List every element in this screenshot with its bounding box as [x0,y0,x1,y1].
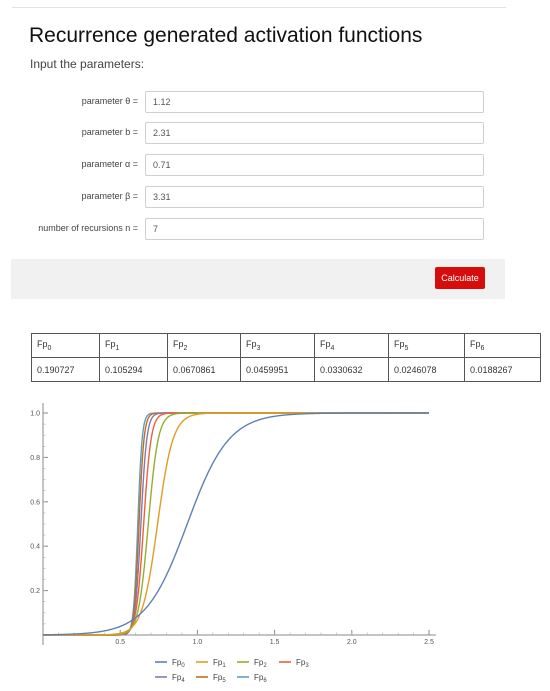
legend-label-fp4: $Fp_4$ [172,673,185,684]
param-recursions-input[interactable] [145,218,484,240]
value-fp0: 0.190727 [32,358,100,382]
param-alpha-input[interactable] [145,154,484,176]
y-tick-label: 0.4 [30,543,40,551]
header-fp3: $Fp_3$ [241,334,315,358]
x-tick-label: 0.5 [115,639,126,646]
series-line-fp6 [43,413,429,635]
series-line-fp0 [43,413,429,635]
param-b-label: parameter b = [81,127,138,137]
header-fp6: $Fp_6$ [465,334,541,358]
param-theta-input[interactable] [145,91,484,113]
param-row-b [0,122,550,146]
param-row-recursions [0,218,550,242]
value-fp3: 0.0459951 [241,358,315,382]
param-recursions-label: number of recursions n = [38,223,138,233]
param-alpha-label: parameter α = [81,159,138,169]
param-theta-label: parameter θ = [81,96,138,106]
results-value-row [32,358,541,382]
param-row-theta [0,91,550,115]
series-line-fp3 [43,413,429,635]
y-tick-label: 1.0 [30,410,40,418]
y-tick-label: 0.2 [30,588,40,596]
series-line-fp1 [43,413,429,635]
value-fp5: 0.0246078 [389,358,465,382]
value-fp1: 0.105294 [100,358,168,382]
results-table [31,333,541,382]
value-fp2: 0.0670861 [168,358,241,382]
header-fp4: $Fp_4$ [315,334,389,358]
series-line-fp5 [43,413,429,635]
top-divider [12,7,506,8]
value-fp6: 0.0188267 [465,358,541,382]
series-line-fp4 [43,413,429,635]
page-subtitle: Input the parameters: [30,57,145,71]
page-title: Recurrence generated activation functions [29,24,423,47]
y-tick-label: 0.6 [30,499,40,507]
param-b-value: 2.31 [153,128,171,138]
header-fp1: $Fp_1$ [100,334,168,358]
calculate-button[interactable]: Calculate [435,267,485,289]
results-header-row [32,334,541,358]
legend-label-fp0: $Fp_0$ [172,658,185,669]
param-beta-input[interactable] [145,186,484,208]
param-row-beta [0,186,550,210]
param-alpha-value: 0.71 [153,160,171,170]
header-fp0: $Fp_0$ [32,334,100,358]
x-tick-label: 2.5 [424,639,434,646]
x-tick-label: 1.5 [269,639,280,646]
y-tick-label: 0.8 [30,454,40,462]
param-beta-label: parameter β = [81,191,138,201]
x-tick-label: 1.0 [192,639,203,646]
legend-label-fp2: $Fp_2$ [254,658,267,669]
legend-label-fp3: $Fp_3$ [296,658,309,669]
value-fp4: 0.0330632 [315,358,389,382]
param-recursions-value: 7 [153,224,159,234]
activation-chart [0,395,550,691]
x-tick-label: 2.0 [346,639,357,646]
series-line-fp2 [43,413,429,635]
param-beta-value: 3.31 [153,192,171,202]
header-fp5: $Fp_5$ [389,334,465,358]
header-fp2: $Fp_2$ [168,334,241,358]
legend-label-fp5: $Fp_5$ [213,673,226,684]
legend-label-fp1: $Fp_1$ [213,658,226,669]
param-b-input[interactable] [145,122,484,144]
legend-label-fp6: $Fp_6$ [254,673,267,684]
calculate-bar [11,259,505,299]
param-row-alpha [0,154,550,178]
param-theta-value: 1.12 [153,97,171,107]
